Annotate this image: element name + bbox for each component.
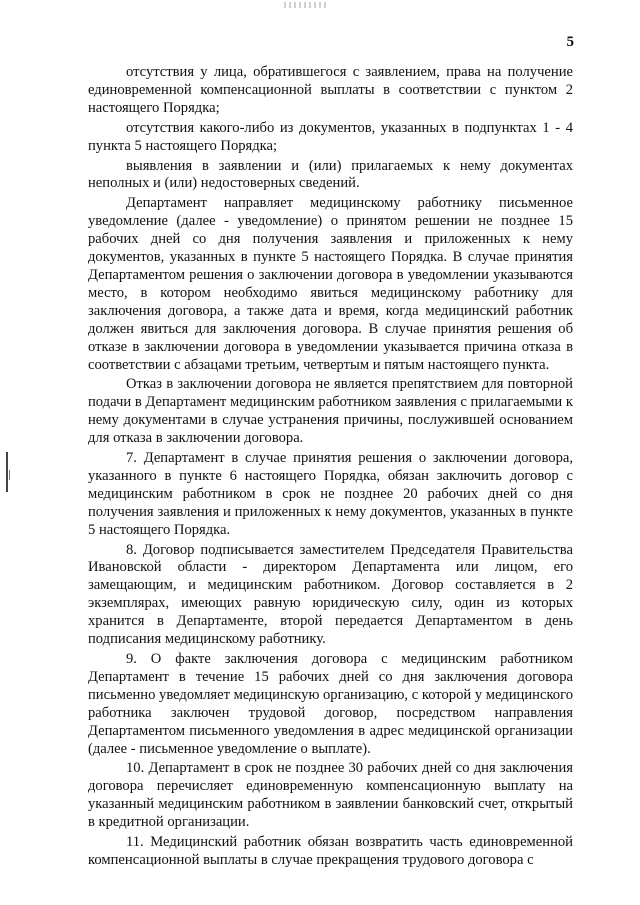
document-body bbox=[88, 64, 573, 872]
scan-artifact-left-small bbox=[9, 470, 10, 480]
paragraph-2: отсутствия какого-либо из документов, указанных в подпунктах 1 - 4 пункта 5 настоящего Порядка; bbox=[88, 119, 573, 154]
scan-artifact-left bbox=[6, 452, 8, 492]
paragraph-3: выявления в заявлении и (или) прилагаемых к нему документах неполных и (или) недостоверных сведений. bbox=[88, 157, 573, 192]
paragraph-item-11: 11. Медицинский работник обязан возвратить часть единовременной компенсационной выплаты в случае прекращения трудового договора с bbox=[88, 834, 573, 868]
page-number: 5 bbox=[566, 34, 574, 50]
scan-artifact-top bbox=[284, 2, 328, 8]
paragraph-5: Отказ в заключении договора не является препятствием для повторной подачи в Департамент медицинским работником заявления с прилагаемыми к нему документами в случае устранения причины, послужившей основанием для отказа в заключении договора. bbox=[88, 376, 573, 447]
paragraph-item-7: 7. Департамент в случае принятия решения о заключении договора, указанного в пункте 6 настоящего Порядка, обязан заключить договор с медицинским работником в срок не позднее 20 рабочих дней со дня получения заявления и приложенных к нему документов, указанных в пункте 5 настоящего Порядка. bbox=[88, 450, 573, 538]
paragraph-item-10: 10. Департамент в срок не позднее 30 рабочих дней со дня заключения договора перечисляет единовременную компенсационную выплату на указанный медицинским работником в заявлении банковский счет, открытый в кредитной организации. bbox=[88, 760, 573, 831]
paragraph-4: Департамент направляет медицинскому работнику письменное уведомление (далее - уведомление) о принятом решении не позднее 15 рабочих дней со дня получения заявления и приложенных к нему документов, указанных в пункте 5 настоящего Порядка. В случае принятия Департаментом решения о заключении договора в уведомлении указываются место, в котором необходимо явиться медицинскому работнику для заключения договора, а также дата и время, когда медицинский работник должен явиться для заключения договора. В случае принятия решения об отказе в заключении договора в уведомлении указывается причина отказа в соответствии с абзацами третьим, четвертым и пятым настоящего пункта. bbox=[88, 195, 573, 373]
paragraph-1: отсутствия у лица, обратившегося с заявлением, права на получение единовременной компенсационной выплаты в соответствии с пунктом 2 настоящего Порядка; bbox=[88, 64, 573, 116]
paragraph-item-9: 9. О факте заключения договора с медицинским работником Департамент в течение 15 рабочих дней со дня заключения договора письменно уведомляет медицинскую организацию, с которой у медицинского работника заключен трудовой договор, посредством направления Департаментом письменного уведомления в адрес медицинской организации (далее - письменное уведомление о выплате). bbox=[88, 651, 574, 757]
paragraph-item-8: 8. Договор подписывается заместителем Председателя Правительства Ивановской области - директором Департамента или лицом, его замещающим, и медицинским работником. Договор составляется в 2 экземплярах, имеющих равную юридическую силу, один из которых хранится в Департаменте, второй передается Департаментом в день подписания медицинскому работнику. bbox=[88, 541, 573, 648]
